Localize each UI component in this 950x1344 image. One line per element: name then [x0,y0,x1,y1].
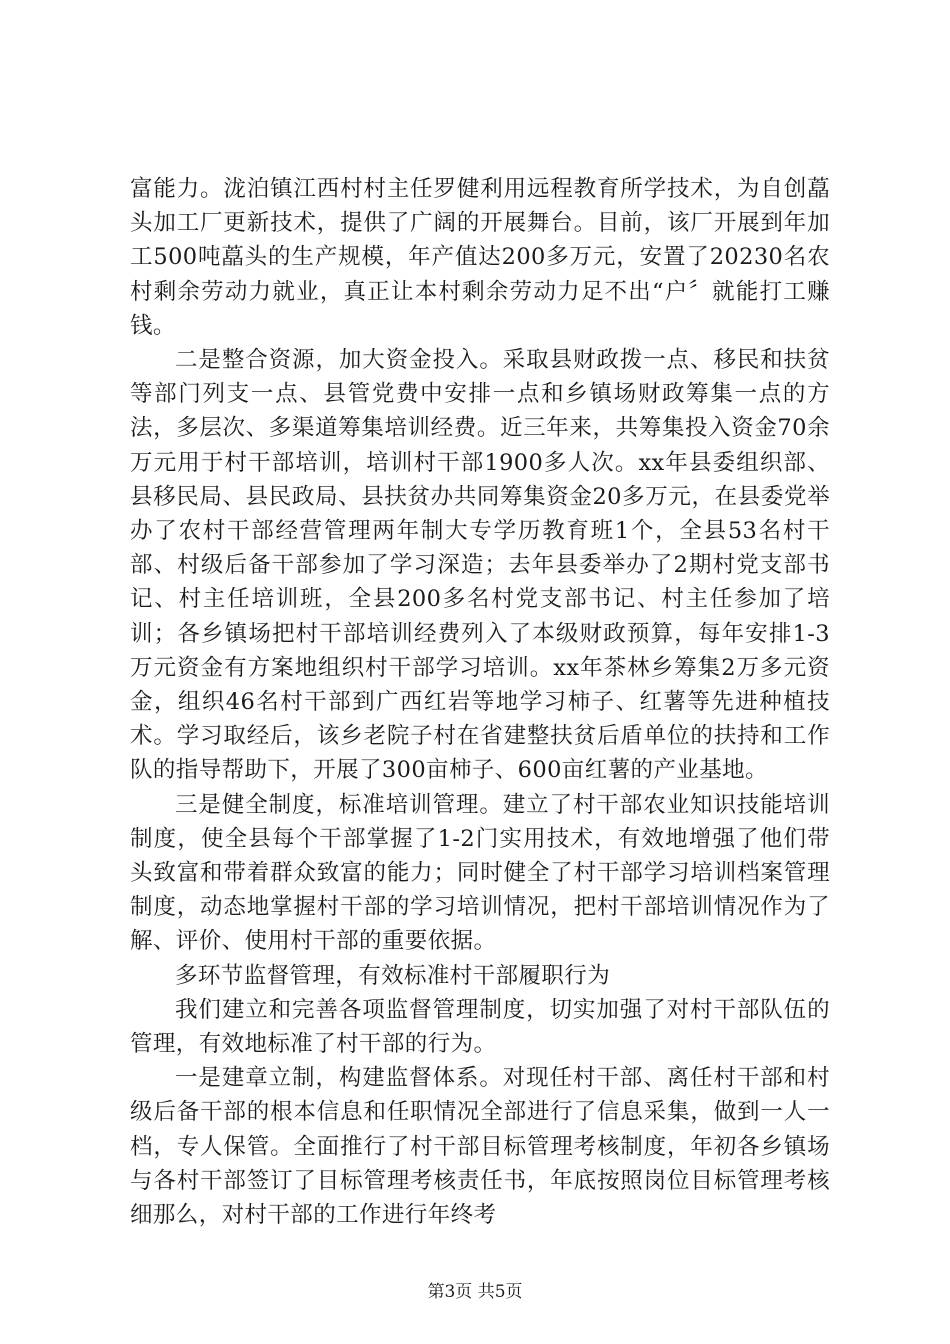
paragraph: 一是建章立制，构建监督体系。对现任村干部、离任村干部和村级后备干部的根本信息和任职情况全部进行了信息采集，做到一人一档，专人保管。全面推行了村干部目标管理考核制度，年初各乡镇场与各村干部签订了目标管理考核责任书，年底按照岗位目标管理考核细那么，对村干部的工作进行年终考 [130,1065,830,1229]
paragraph: 三是健全制度，标准培训管理。建立了村干部农业知识技能培训制度，使全县每个干部掌握了1-2门实用技术，有效地增强了他们带头致富和带着群众致富的能力；同时健全了村干部学习培训档案管理制度，动态地掌握村干部的学习培训情况，把村干部培训情况作为了解、评价、使用村干部的重要依据。 [130,791,830,955]
paragraph: 我们建立和完善各项监督管理制度，切实加强了对村干部队伍的管理，有效地标准了村干部的行为。 [130,996,830,1058]
section-heading: 多环节监督管理，有效标准村干部履职行为 [175,962,611,989]
page-number-footer: 第3页 共5页 [427,1282,523,1302]
paragraph: 二是整合资源，加大资金投入。采取县财政拨一点、移民和扶贫等部门列支一点、县管党费中安排一点和乡镇场财政筹集一点的方法，多层次、多渠道筹集培训经费。近三年来，共筹集投入资金70余万元用于村干部培训，培训村干部1900多人次。xx年县委组织部、县移民局、县民政局、县扶贫办共同筹集资金20多万元，在县委党举办了农村干部经营管理两年制大专学历教育班1个，全县53名村干部、村级后备干部参加了学习深造；去年县委举办了2期村党支部书记、村主任培训班，全县200多名村党支部书记、村主任参加了培训；各乡镇场把村干部培训经费列入了本级财政预算，每年安排1-3万元资金有方案地组织村干部学习培训。xx年茶林乡筹集2万多元资金，组织46名村干部到广西红岩等地学习柿子、红薯等先进种植技术。学习取经后，该乡老院子村在省建整扶贫后盾单位的扶持和工作队的指导帮助下，开展了300亩柿子、600亩红薯的产业基地。 [130,347,830,784]
paragraph: 富能力。泷泊镇江西村村主任罗健利用远程教育所学技术，为自创藠头加工厂更新技术，提供了广阔的开展舞台。目前，该厂开展到年加工500吨藠头的生产规模，年产值达200多万元，安置了20230名农村剩余劳动力就业，真正让本村剩余劳动力足不出“户〞就能打工赚钱。 [130,176,830,339]
document-body [130,172,830,1232]
